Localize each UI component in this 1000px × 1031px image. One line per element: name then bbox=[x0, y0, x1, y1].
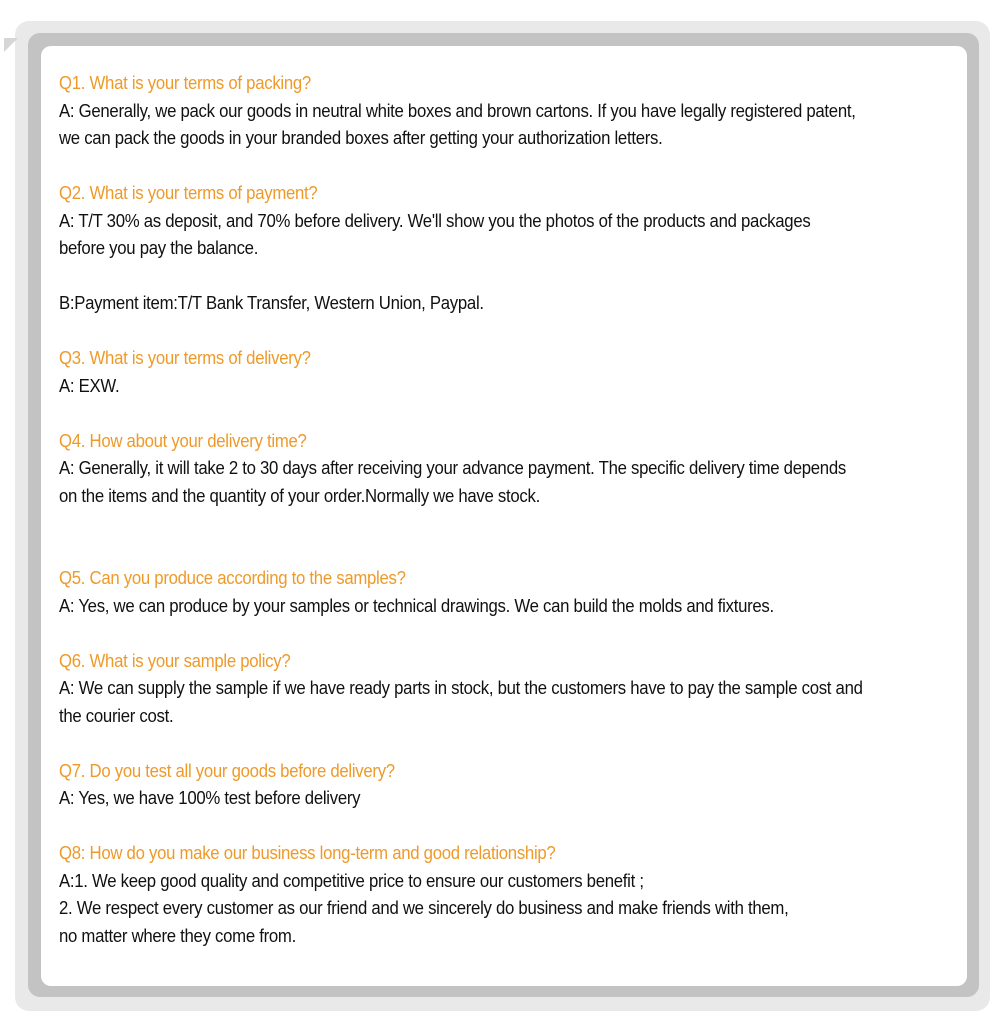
faq-item-q1 bbox=[59, 70, 959, 153]
faq-answer-line: no matter where they come from. bbox=[59, 925, 296, 946]
faq-item-q2 bbox=[59, 180, 959, 318]
faq-item-q7 bbox=[59, 758, 959, 813]
spacer bbox=[59, 153, 959, 181]
faq-question: Q4. How about your delivery time? bbox=[59, 430, 307, 451]
faq-payment-methods: B:Payment item:T/T Bank Transfer, Western Union, Paypal. bbox=[59, 293, 484, 313]
faq-item-q3 bbox=[59, 345, 959, 400]
faq-list bbox=[59, 70, 959, 950]
faq-answer-line: A: Generally, it will take 2 to 30 days after receiving your advance payment. The specific delivery time depends bbox=[59, 458, 846, 478]
faq-question: Q5. Can you produce according to the samples? bbox=[59, 568, 406, 588]
spacer bbox=[59, 263, 959, 291]
faq-answer-line: A: Yes, we have 100% test before delivery bbox=[59, 788, 361, 808]
spacer bbox=[59, 400, 959, 428]
spacer bbox=[59, 620, 959, 648]
faq-answer-line: A: Yes, we can produce by your samples or technical drawings. We can build the molds and fixtures. bbox=[59, 595, 774, 616]
fold-corner-decoration bbox=[4, 38, 18, 52]
faq-question: Q1. What is your terms of packing? bbox=[59, 73, 311, 93]
faq-answer-line: A: Generally, we pack our goods in neutral white boxes and brown cartons. If you have legally registered patent, bbox=[59, 100, 856, 121]
spacer bbox=[59, 730, 959, 758]
faq-item-q8 bbox=[59, 840, 959, 950]
spacer bbox=[59, 813, 959, 841]
spacer bbox=[59, 510, 959, 565]
faq-answer-line: A: EXW. bbox=[59, 375, 120, 396]
faq-question: Q2. What is your terms of payment? bbox=[59, 183, 318, 203]
faq-item-q5 bbox=[59, 565, 959, 620]
faq-answer-line: A: We can supply the sample if we have ready parts in stock, but the customers have to pay the sample cost and bbox=[59, 678, 863, 698]
faq-question: Q7. Do you test all your goods before delivery? bbox=[59, 760, 395, 781]
faq-answer-line: the courier cost. bbox=[59, 705, 174, 726]
faq-answer-line: A: T/T 30% as deposit, and 70% before delivery. We'll show you the photos of the products and packages bbox=[59, 210, 811, 231]
faq-answer-line: on the items and the quantity of your order.Normally we have stock. bbox=[59, 485, 540, 506]
faq-question: Q8: How do you make our business long-term and good relationship? bbox=[59, 843, 556, 863]
faq-answer-line: A:1. We keep good quality and competitive price to ensure our customers benefit ; bbox=[59, 870, 644, 891]
faq-item-q6 bbox=[59, 648, 959, 731]
faq-question: Q6. What is your sample policy? bbox=[59, 650, 291, 671]
faq-item-q4 bbox=[59, 428, 959, 511]
faq-answer-line: before you pay the balance. bbox=[59, 238, 259, 258]
spacer bbox=[59, 318, 959, 346]
faq-question: Q3. What is your terms of delivery? bbox=[59, 348, 311, 368]
faq-answer-line: 2. We respect every customer as our friend and we sincerely do business and make friends with them, bbox=[59, 898, 789, 918]
faq-answer-line: we can pack the goods in your branded boxes after getting your authorization letters. bbox=[59, 128, 663, 148]
